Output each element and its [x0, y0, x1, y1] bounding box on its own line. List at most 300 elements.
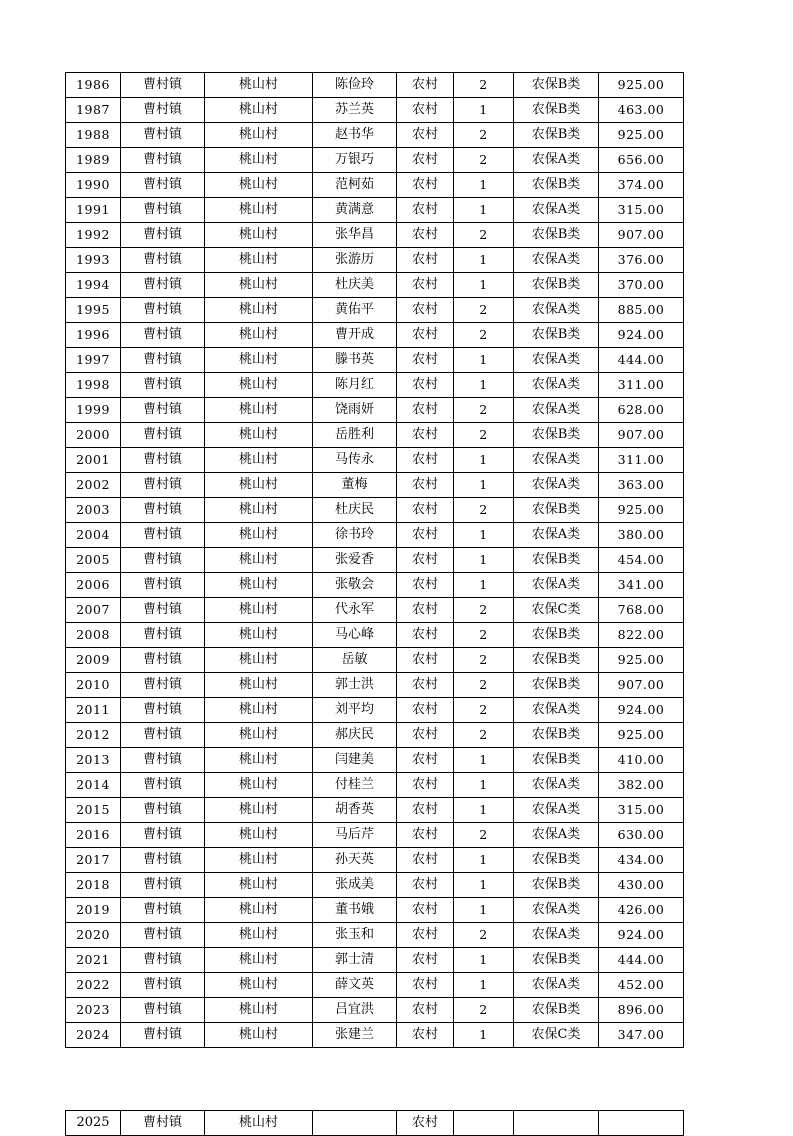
table-cell: 1 — [454, 448, 514, 473]
table-cell: 桃山村 — [205, 248, 313, 273]
table-cell: 曹村镇 — [121, 723, 205, 748]
table-cell: 农村 — [397, 73, 454, 98]
table-cell: 桃山村 — [205, 873, 313, 898]
table-row — [66, 648, 684, 673]
table-cell: 桃山村 — [205, 773, 313, 798]
table-cell: 农保A类 — [514, 148, 599, 173]
table-cell: 2 — [454, 823, 514, 848]
table-cell: 1990 — [66, 173, 121, 198]
table-cell: 曹村镇 — [121, 498, 205, 523]
table-cell: 农保B类 — [514, 673, 599, 698]
table-cell: 2 — [454, 223, 514, 248]
table-cell: 农保B类 — [514, 848, 599, 873]
table-cell: 曹村镇 — [121, 698, 205, 723]
table-cell: 农保A类 — [514, 473, 599, 498]
table-cell: 925.00 — [599, 123, 684, 148]
table-cell: 农村 — [397, 973, 454, 998]
table-cell: 桃山村 — [205, 273, 313, 298]
table-cell: 1 — [454, 898, 514, 923]
table-row — [66, 523, 684, 548]
table-cell: 2015 — [66, 798, 121, 823]
table-body — [66, 73, 684, 1048]
table-cell: 董梅 — [313, 473, 397, 498]
table-cell: 农村 — [397, 198, 454, 223]
table-cell: 2000 — [66, 423, 121, 448]
table-cell: 农保B类 — [514, 498, 599, 523]
table-cell: 2 — [454, 623, 514, 648]
table-cell: 2018 — [66, 873, 121, 898]
table-cell: 农村 — [397, 998, 454, 1023]
table-cell: 2007 — [66, 598, 121, 623]
table-row — [66, 123, 684, 148]
table-cell: 1 — [454, 973, 514, 998]
table-cell: 曹村镇 — [121, 548, 205, 573]
table-cell: 桃山村 — [205, 448, 313, 473]
table-cell: 1 — [454, 273, 514, 298]
table-cell: 桃山村 — [205, 498, 313, 523]
table-cell: 农保B类 — [514, 723, 599, 748]
table-cell: 曹村镇 — [121, 573, 205, 598]
table-cell: 马后芹 — [313, 823, 397, 848]
table-cell: 1994 — [66, 273, 121, 298]
table-cell: 768.00 — [599, 598, 684, 623]
table-cell: 桃山村 — [205, 323, 313, 348]
table-cell: 1986 — [66, 73, 121, 98]
table-cell: 农村 — [397, 723, 454, 748]
table-cell: 1992 — [66, 223, 121, 248]
table-cell: 315.00 — [599, 798, 684, 823]
table-cell: 桃山村 — [205, 848, 313, 873]
table-cell: 410.00 — [599, 748, 684, 773]
table-cell: 桃山村 — [205, 673, 313, 698]
table-cell: 1 — [454, 373, 514, 398]
table-cell: 农村 — [397, 673, 454, 698]
table-cell: 曹村镇 — [121, 1111, 205, 1136]
table-cell: 2 — [454, 123, 514, 148]
table-row — [66, 248, 684, 273]
table-cell: 311.00 — [599, 448, 684, 473]
table-row — [66, 423, 684, 448]
table-cell: 822.00 — [599, 623, 684, 648]
partial-table-body — [66, 1111, 684, 1136]
table-cell: 曹村镇 — [121, 798, 205, 823]
table-row — [66, 548, 684, 573]
table-cell: 341.00 — [599, 573, 684, 598]
table-cell: 2009 — [66, 648, 121, 673]
table-cell: 桃山村 — [205, 73, 313, 98]
table-cell: 农保A类 — [514, 248, 599, 273]
table-cell: 885.00 — [599, 298, 684, 323]
table-cell: 曹村镇 — [121, 598, 205, 623]
table-cell: 农村 — [397, 848, 454, 873]
table-cell: 农村 — [397, 873, 454, 898]
table-cell: 1995 — [66, 298, 121, 323]
table-cell: 曹村镇 — [121, 323, 205, 348]
table-cell: 430.00 — [599, 873, 684, 898]
table-cell: 桃山村 — [205, 223, 313, 248]
table-cell: 农保B类 — [514, 223, 599, 248]
table-cell: 农保B类 — [514, 548, 599, 573]
table-cell: 农保B类 — [514, 98, 599, 123]
table-cell: 2005 — [66, 548, 121, 573]
table-cell: 380.00 — [599, 523, 684, 548]
table-cell: 农保A类 — [514, 373, 599, 398]
table-cell: 闫建美 — [313, 748, 397, 773]
table-cell: 曹村镇 — [121, 648, 205, 673]
table-cell: 2 — [454, 673, 514, 698]
table-cell: 农村 — [397, 698, 454, 723]
table-cell: 454.00 — [599, 548, 684, 573]
table-cell: 农保B类 — [514, 73, 599, 98]
table-cell: 1996 — [66, 323, 121, 348]
table-cell: 曹村镇 — [121, 523, 205, 548]
table-cell: 2 — [454, 498, 514, 523]
table-row — [66, 198, 684, 223]
table-cell: 2 — [454, 148, 514, 173]
table-row — [66, 598, 684, 623]
table-cell: 农村 — [397, 1111, 454, 1136]
table-row — [66, 998, 684, 1023]
table-cell — [599, 1111, 684, 1136]
table-row — [66, 173, 684, 198]
table-cell: 张玉和 — [313, 923, 397, 948]
table-cell: 张敬会 — [313, 573, 397, 598]
table-cell: 农保A类 — [514, 823, 599, 848]
table-cell: 1 — [454, 1023, 514, 1048]
table-cell: 363.00 — [599, 473, 684, 498]
table-row — [66, 573, 684, 598]
table-cell: 1 — [454, 348, 514, 373]
table-cell: 黄满意 — [313, 198, 397, 223]
table-cell: 岳敏 — [313, 648, 397, 673]
table-cell: 桃山村 — [205, 648, 313, 673]
table-row — [66, 973, 684, 998]
table-cell: 农保B类 — [514, 123, 599, 148]
table-cell: 苏兰英 — [313, 98, 397, 123]
table-row — [66, 73, 684, 98]
table-cell: 农村 — [397, 323, 454, 348]
table-cell: 岳胜利 — [313, 423, 397, 448]
table-cell: 2 — [454, 648, 514, 673]
table-cell: 2006 — [66, 573, 121, 598]
table-cell: 曹村镇 — [121, 298, 205, 323]
table-cell: 1998 — [66, 373, 121, 398]
table-cell: 农保B类 — [514, 873, 599, 898]
table-cell: 曹村镇 — [121, 873, 205, 898]
table-cell: 曹村镇 — [121, 273, 205, 298]
table-cell: 黄佑平 — [313, 298, 397, 323]
table-cell: 薛文英 — [313, 973, 397, 998]
table-cell: 1 — [454, 573, 514, 598]
table-row — [66, 1023, 684, 1048]
table-cell: 农村 — [397, 448, 454, 473]
table-cell: 农村 — [397, 298, 454, 323]
table-cell: 2004 — [66, 523, 121, 548]
table-cell: 马传永 — [313, 448, 397, 473]
table-cell: 1989 — [66, 148, 121, 173]
table-cell: 463.00 — [599, 98, 684, 123]
table-cell: 1 — [454, 948, 514, 973]
table-cell: 2013 — [66, 748, 121, 773]
table-cell: 曹村镇 — [121, 423, 205, 448]
table-cell: 农村 — [397, 948, 454, 973]
table-cell: 1991 — [66, 198, 121, 223]
table-cell: 农保A类 — [514, 398, 599, 423]
table-cell: 农村 — [397, 148, 454, 173]
table-cell: 2008 — [66, 623, 121, 648]
table-cell: 曹村镇 — [121, 998, 205, 1023]
table-cell: 孙天英 — [313, 848, 397, 873]
table-cell: 曹村镇 — [121, 173, 205, 198]
table-cell: 桃山村 — [205, 923, 313, 948]
table-cell: 桃山村 — [205, 998, 313, 1023]
table-cell: 347.00 — [599, 1023, 684, 1048]
table-cell: 农保A类 — [514, 573, 599, 598]
table-cell: 桃山村 — [205, 1111, 313, 1136]
table-cell: 农保A类 — [514, 773, 599, 798]
table-cell: 曹村镇 — [121, 973, 205, 998]
table-cell: 桃山村 — [205, 898, 313, 923]
table-cell: 农村 — [397, 748, 454, 773]
table-cell: 曹村镇 — [121, 473, 205, 498]
table-row — [66, 473, 684, 498]
table-cell: 896.00 — [599, 998, 684, 1023]
table-cell: 曹村镇 — [121, 223, 205, 248]
table-cell: 桃山村 — [205, 473, 313, 498]
table-cell: 曹村镇 — [121, 948, 205, 973]
table-cell: 曹村镇 — [121, 98, 205, 123]
table-cell: 曹村镇 — [121, 73, 205, 98]
table-cell: 桃山村 — [205, 623, 313, 648]
next-page-partial-row — [65, 1110, 683, 1130]
table-cell: 农保B类 — [514, 998, 599, 1023]
table-cell: 444.00 — [599, 348, 684, 373]
table-cell: 曹村镇 — [121, 673, 205, 698]
table-cell: 张华昌 — [313, 223, 397, 248]
table-cell: 311.00 — [599, 373, 684, 398]
table-cell: 农村 — [397, 398, 454, 423]
table-cell: 2019 — [66, 898, 121, 923]
table-cell: 农保B类 — [514, 273, 599, 298]
table-cell: 农保B类 — [514, 748, 599, 773]
table-cell: 农村 — [397, 373, 454, 398]
table-cell: 374.00 — [599, 173, 684, 198]
table-cell: 农保A类 — [514, 348, 599, 373]
table-cell: 2003 — [66, 498, 121, 523]
table-cell: 农保A类 — [514, 698, 599, 723]
table-row — [66, 448, 684, 473]
table-cell: 376.00 — [599, 248, 684, 273]
table-cell: 925.00 — [599, 73, 684, 98]
table-cell: 2 — [454, 298, 514, 323]
table-cell: 2 — [454, 398, 514, 423]
table-cell: 曹村镇 — [121, 898, 205, 923]
table-cell: 张游历 — [313, 248, 397, 273]
table-cell: 桃山村 — [205, 723, 313, 748]
table-row — [66, 673, 684, 698]
table-cell: 桃山村 — [205, 298, 313, 323]
table-cell: 农保A类 — [514, 973, 599, 998]
table-row — [66, 748, 684, 773]
table-row — [66, 1111, 684, 1136]
table-cell: 农村 — [397, 473, 454, 498]
table-cell: 农保A类 — [514, 798, 599, 823]
table-cell: 桃山村 — [205, 548, 313, 573]
table-cell: 1 — [454, 198, 514, 223]
table-cell: 曹村镇 — [121, 373, 205, 398]
table-cell: 2 — [454, 998, 514, 1023]
table-cell: 925.00 — [599, 723, 684, 748]
table-row — [66, 898, 684, 923]
table-cell: 1 — [454, 523, 514, 548]
table-cell: 曹村镇 — [121, 248, 205, 273]
table-row — [66, 948, 684, 973]
table-cell: 农村 — [397, 923, 454, 948]
table-cell: 曹开成 — [313, 323, 397, 348]
table-cell: 1987 — [66, 98, 121, 123]
table-cell: 382.00 — [599, 773, 684, 798]
table-cell: 农保B类 — [514, 648, 599, 673]
table-cell: 2022 — [66, 973, 121, 998]
table-cell: 1 — [454, 548, 514, 573]
table-cell: 农村 — [397, 223, 454, 248]
table-cell: 444.00 — [599, 948, 684, 973]
table-cell: 2 — [454, 423, 514, 448]
table-cell: 桃山村 — [205, 173, 313, 198]
table-cell: 2011 — [66, 698, 121, 723]
table-cell: 万银巧 — [313, 148, 397, 173]
table-cell: 桃山村 — [205, 573, 313, 598]
table-cell: 张成美 — [313, 873, 397, 898]
table-cell: 农保A类 — [514, 523, 599, 548]
table-cell: 农保B类 — [514, 948, 599, 973]
table-cell: 1 — [454, 798, 514, 823]
table-cell: 桃山村 — [205, 123, 313, 148]
table-cell — [313, 1111, 397, 1136]
table-cell: 农村 — [397, 623, 454, 648]
table-cell: 2 — [454, 698, 514, 723]
table-cell: 曹村镇 — [121, 348, 205, 373]
table-cell: 434.00 — [599, 848, 684, 873]
table-cell: 杜庆民 — [313, 498, 397, 523]
table-cell: 农保A类 — [514, 198, 599, 223]
table-cell: 2002 — [66, 473, 121, 498]
table-cell: 曹村镇 — [121, 623, 205, 648]
table-cell: 农保C类 — [514, 598, 599, 623]
table-cell: 农村 — [397, 498, 454, 523]
table-cell: 1988 — [66, 123, 121, 148]
table-cell: 马心峰 — [313, 623, 397, 648]
table-cell: 桃山村 — [205, 948, 313, 973]
table-cell: 桃山村 — [205, 348, 313, 373]
table-cell: 2023 — [66, 998, 121, 1023]
table-cell: 桃山村 — [205, 373, 313, 398]
table-row — [66, 698, 684, 723]
table-cell: 农村 — [397, 173, 454, 198]
table-cell: 农保B类 — [514, 173, 599, 198]
table-row — [66, 923, 684, 948]
table-cell: 452.00 — [599, 973, 684, 998]
table-cell: 陈月红 — [313, 373, 397, 398]
table-cell: 农保B类 — [514, 423, 599, 448]
table-cell: 曹村镇 — [121, 923, 205, 948]
table-cell: 2012 — [66, 723, 121, 748]
table-cell — [514, 1111, 599, 1136]
table-cell: 农保B类 — [514, 623, 599, 648]
table-cell: 桃山村 — [205, 1023, 313, 1048]
table-cell: 907.00 — [599, 223, 684, 248]
table-row — [66, 823, 684, 848]
table-cell: 曹村镇 — [121, 773, 205, 798]
table-row — [66, 298, 684, 323]
table-cell: 农村 — [397, 823, 454, 848]
table-row — [66, 373, 684, 398]
table-cell: 2 — [454, 73, 514, 98]
table-cell: 郝庆民 — [313, 723, 397, 748]
table-cell: 1 — [454, 98, 514, 123]
table-cell: 426.00 — [599, 898, 684, 923]
table-cell: 907.00 — [599, 423, 684, 448]
table-cell: 曹村镇 — [121, 848, 205, 873]
table-cell: 农保A类 — [514, 298, 599, 323]
table-cell: 赵书华 — [313, 123, 397, 148]
table-cell: 曹村镇 — [121, 148, 205, 173]
table-cell: 农村 — [397, 648, 454, 673]
table-cell: 370.00 — [599, 273, 684, 298]
table-cell: 2016 — [66, 823, 121, 848]
table-row — [66, 223, 684, 248]
table-cell: 2 — [454, 923, 514, 948]
table-cell: 农村 — [397, 548, 454, 573]
table-cell: 滕书英 — [313, 348, 397, 373]
table-cell: 2 — [454, 723, 514, 748]
table-cell: 张建兰 — [313, 1023, 397, 1048]
table-cell: 桃山村 — [205, 398, 313, 423]
table-cell: 桃山村 — [205, 598, 313, 623]
table-cell: 924.00 — [599, 923, 684, 948]
table-cell: 924.00 — [599, 323, 684, 348]
table-cell: 农保A类 — [514, 898, 599, 923]
table-cell: 农村 — [397, 523, 454, 548]
table-row — [66, 723, 684, 748]
table-cell: 董书娥 — [313, 898, 397, 923]
table-cell: 1 — [454, 173, 514, 198]
table-cell: 农村 — [397, 598, 454, 623]
table-row — [66, 273, 684, 298]
table-cell: 农村 — [397, 898, 454, 923]
table-cell: 桃山村 — [205, 823, 313, 848]
table-cell: 924.00 — [599, 698, 684, 723]
table-row — [66, 848, 684, 873]
table-cell: 农村 — [397, 423, 454, 448]
table-cell: 农保A类 — [514, 448, 599, 473]
table-cell: 1 — [454, 248, 514, 273]
table-cell: 1 — [454, 873, 514, 898]
table-cell: 2001 — [66, 448, 121, 473]
table-cell: 农村 — [397, 773, 454, 798]
table-cell: 2020 — [66, 923, 121, 948]
table-cell: 925.00 — [599, 498, 684, 523]
table-cell: 郭士清 — [313, 948, 397, 973]
table-cell: 907.00 — [599, 673, 684, 698]
table-cell: 1 — [454, 773, 514, 798]
table-cell: 刘平均 — [313, 698, 397, 723]
table-cell: 农村 — [397, 348, 454, 373]
table-cell: 315.00 — [599, 198, 684, 223]
table-row — [66, 798, 684, 823]
table-cell: 曹村镇 — [121, 123, 205, 148]
table-cell — [454, 1111, 514, 1136]
